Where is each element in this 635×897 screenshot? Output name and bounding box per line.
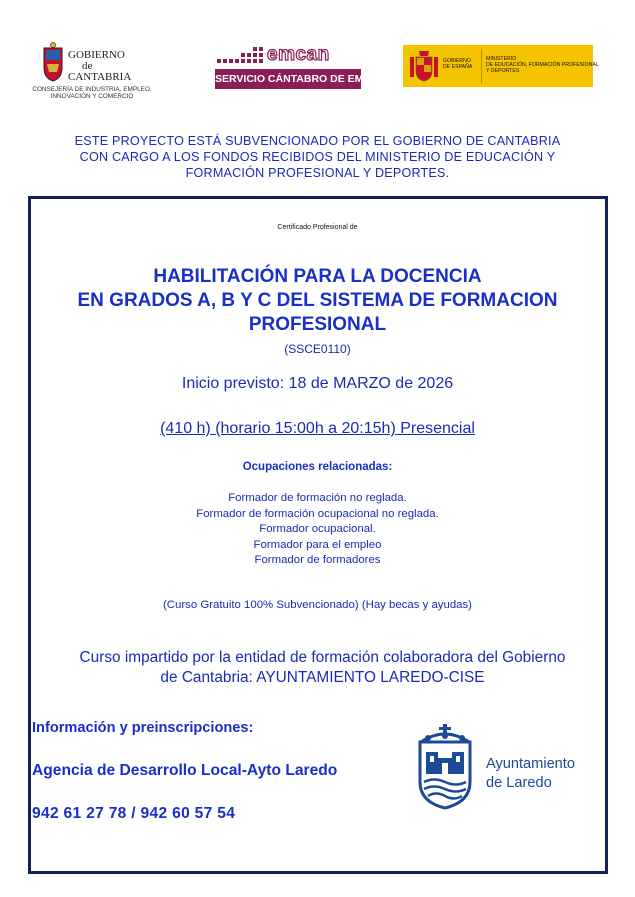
list-item: Formador de formación no reglada. — [228, 492, 407, 504]
title-line2: EN GRADOS A, B Y C DEL SISTEMA DE FORMACION — [77, 290, 558, 311]
gobierno-espana-line1: GOBIERNO — [443, 58, 471, 64]
title-line3: PROFESIONAL — [248, 314, 387, 335]
ocupaciones-list — [0, 491, 635, 569]
ministerio-line3: Y DEPORTES — [486, 68, 520, 74]
emcan-logo — [215, 44, 392, 91]
list-item: Formador de formación ocupacional no reglada. — [196, 507, 439, 520]
laredo-crest-icon — [416, 722, 474, 810]
curso-line2: de Cantabria: AYUNTAMIENTO LAREDO-CISE — [160, 669, 485, 686]
subvencion-line3: FORMACIÓN PROFESIONAL Y DEPORTES. — [185, 166, 450, 180]
consejeria-line1: CONSEJERÍA DE INDUSTRIA, EMPLEO, — [32, 86, 152, 93]
ministerio-logo — [403, 45, 599, 87]
agencia-name: Agencia de Desarrollo Local-Ayto Laredo — [32, 762, 338, 779]
phone-numbers: 942 61 27 78 / 942 60 57 54 — [32, 805, 236, 822]
curso-line1: Curso impartido por la entidad de formación colaboradora del Gobierno — [79, 649, 566, 666]
spain-coat-of-arms-icon — [408, 49, 440, 83]
cert-label: Certificado Profesional de — [277, 224, 358, 231]
gobierno-espana-line2: DE ESPAÑA — [443, 64, 473, 70]
subvencion-line1: ESTE PROYECTO ESTÁ SUBVENCIONADO POR EL GOBIERNO DE CANTABRIA — [74, 134, 561, 148]
list-item: Formador para el empleo — [253, 538, 382, 551]
list-item: Formador ocupacional. — [259, 523, 376, 536]
ayto-line2: de Laredo — [486, 775, 552, 791]
gobierno-line2: de — [82, 60, 93, 72]
consejeria-line2: INNOVACIÓN Y COMERCIO — [50, 93, 134, 100]
title-line1: HABILITACIÓN PARA LA DOCENCIA — [153, 266, 482, 287]
training-entity — [30, 648, 615, 688]
ocupaciones-title: Ocupaciones relacionadas: — [242, 461, 393, 473]
course-title — [0, 265, 635, 337]
subvencion-line2: CON CARGO A LOS FONDOS RECIBIDOS DEL MINISTERIO DE EDUCACIÓN Y — [79, 150, 556, 164]
course-code: (SSCE0110) — [284, 342, 351, 356]
gobierno-line3: CANTABRIA — [68, 71, 132, 83]
ayuntamiento-laredo-text — [486, 755, 575, 793]
emcan-band: SERVICIO CÁNTABRO DE EMPLEO — [215, 69, 361, 89]
ministerio-line1: MINISTERIO — [486, 56, 517, 62]
ministerio-line2: DE EDUCACIÓN, FORMACIÓN PROFESIONAL — [486, 62, 599, 68]
gobierno-cantabria-logo — [32, 42, 160, 102]
cantabria-shield-icon — [40, 42, 66, 82]
subvencion-notice — [0, 133, 635, 181]
schedule: (410 h) (horario 15:00h a 20:15h) Presencial — [160, 420, 475, 437]
list-item: Formador de formadores — [254, 554, 381, 567]
gobierno-line1: GOBIERNO — [68, 49, 125, 61]
info-label: Información y preinscripciones: — [32, 720, 254, 736]
ministerio-divider — [481, 49, 482, 83]
ayto-line1: Ayuntamiento — [486, 756, 575, 772]
start-date: Inicio previsto: 18 de MARZO de 2026 — [181, 375, 454, 392]
emcan-wordmark: emcan — [267, 44, 330, 65]
free-course-note: (Curso Gratuito 100% Subvencionado) (Hay becas y ayudas) — [163, 599, 472, 611]
